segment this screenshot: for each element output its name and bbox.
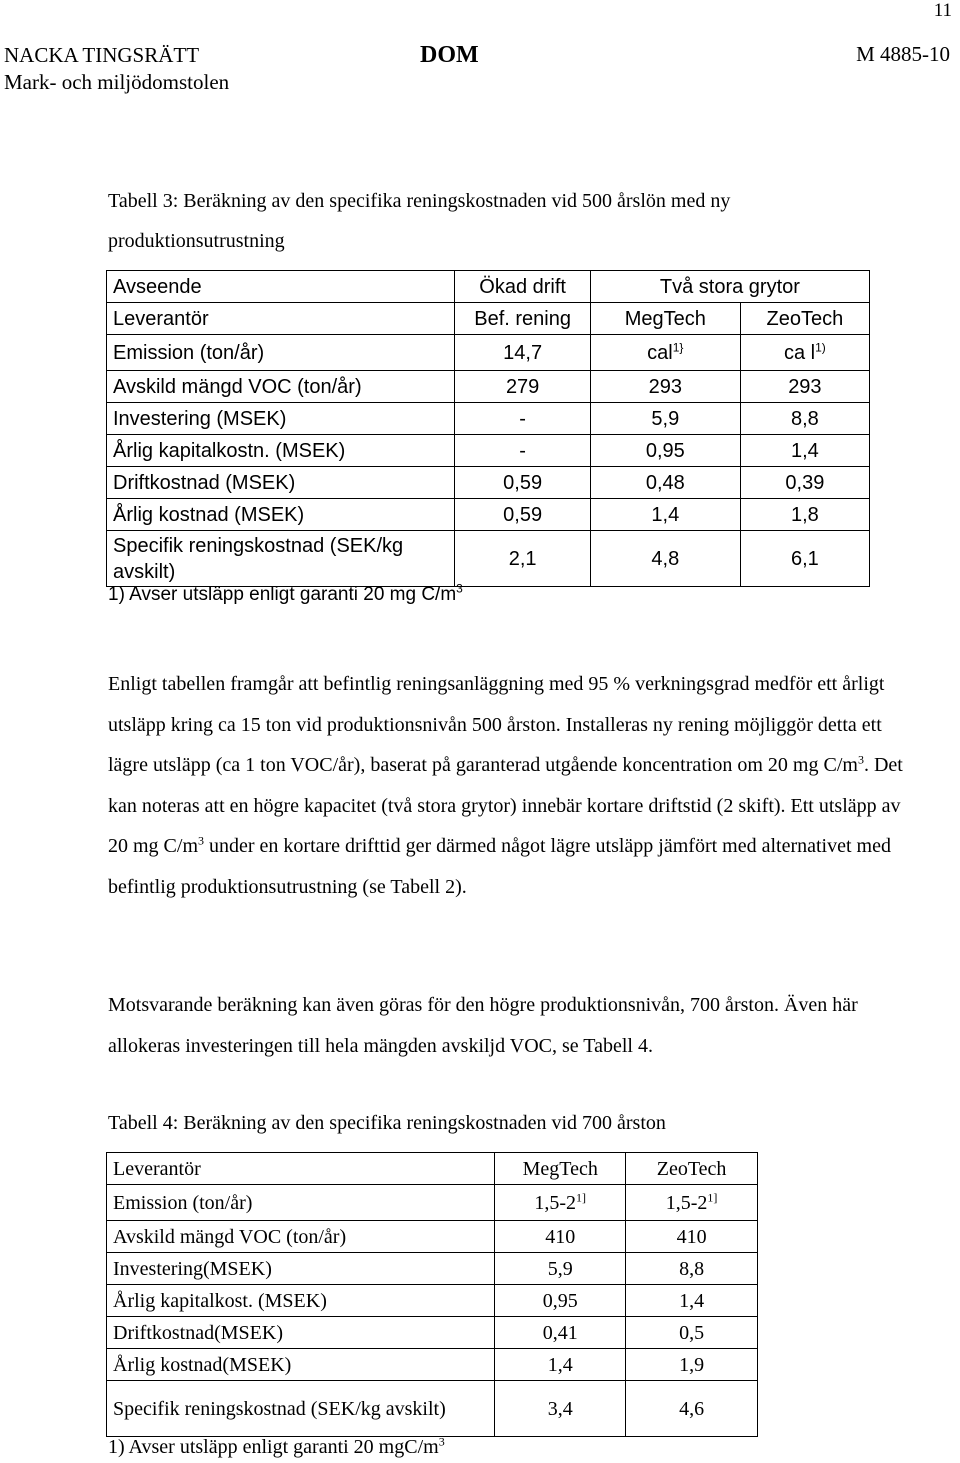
table-row bbox=[107, 1285, 758, 1317]
paragraph-text: under en kortare drifttid ger därmed något lägre utsläpp jämfört med alternativet med befintlig produktionsutrustning (se Tabell 2). bbox=[108, 835, 891, 898]
table-cell bbox=[590, 335, 740, 371]
table-cell: 0,59 bbox=[455, 499, 590, 531]
superscript: 3 bbox=[857, 752, 864, 767]
page-number: 11 bbox=[933, 0, 952, 21]
table-cell: 8,8 bbox=[626, 1253, 758, 1285]
table-cell: ZeoTech bbox=[626, 1153, 758, 1185]
table-cell: ZeoTech bbox=[740, 303, 869, 335]
table-row bbox=[107, 1317, 758, 1349]
table-cell: Ökad drift bbox=[455, 271, 590, 303]
paragraph-text: . Det kan noteras att en högre kapacitet (två stora grytor) innebär kortare driftstid (2 skift). Ett utsläpp av 20 mg C/m bbox=[108, 754, 903, 857]
table-cell: Årlig kostnad(MSEK) bbox=[107, 1349, 495, 1381]
table-cell: Emission (ton/år) bbox=[107, 1185, 495, 1221]
footnote-superscript: 3 bbox=[456, 581, 463, 596]
table-cell: Investering(MSEK) bbox=[107, 1253, 495, 1285]
table-cell: 293 bbox=[590, 371, 740, 403]
table-cell: MegTech bbox=[590, 303, 740, 335]
cell-text: ca l bbox=[783, 341, 816, 364]
table-cell: 410 bbox=[626, 1221, 758, 1253]
table-cell: 8,8 bbox=[740, 403, 869, 435]
table-row bbox=[107, 271, 870, 303]
table-cell bbox=[740, 335, 869, 371]
table-row bbox=[107, 335, 870, 371]
table-cell: 0,59 bbox=[455, 467, 590, 499]
table3-footnote bbox=[108, 581, 463, 606]
footnote-marker: 1] bbox=[576, 1189, 587, 1204]
paragraph-1 bbox=[108, 664, 908, 907]
table-cell: Årlig kapitalkostn. (MSEK) bbox=[107, 435, 455, 467]
paragraph-text: Enligt tabellen framgår att befintlig reningsanläggning med 95 % verkningsgrad medför ett årligt utsläpp kring ca 15 ton vid produktionsnivån 500 årston. Installeras ny rening möjliggör detta ett lägre utsläpp (ca 1 ton VOC/år), baserat på garanterad utgående koncentration om 20 mg C/m bbox=[108, 673, 885, 776]
table-row bbox=[107, 303, 870, 335]
table-row bbox=[107, 371, 870, 403]
table-row bbox=[107, 1221, 758, 1253]
table-cell: Avseende bbox=[107, 271, 455, 303]
table-row bbox=[107, 1185, 758, 1221]
table-row bbox=[107, 467, 870, 499]
table-cell: 1,4 bbox=[626, 1285, 758, 1317]
table4-footnote bbox=[108, 1436, 445, 1459]
table-row bbox=[107, 1381, 758, 1437]
table3-caption: Tabell 3: Beräkning av den specifika reningskostnaden vid 500 årslön med ny bbox=[108, 190, 731, 212]
paragraph-2: Motsvarande beräkning kan även göras för den högre produktionsnivån, 700 årston. Även här allokeras investeringen till hela mängden avskiljd VOC, se Tabell 4. bbox=[108, 994, 858, 1057]
cell-text: 1,5-2 bbox=[665, 1191, 708, 1214]
table-cell: 293 bbox=[740, 371, 869, 403]
table-row bbox=[107, 403, 870, 435]
table-row bbox=[107, 435, 870, 467]
table-cell: 0,95 bbox=[590, 435, 740, 467]
table-cell: Specifik reningskostnad (SEK/kg avskilt) bbox=[107, 531, 455, 587]
table-cell: Avskild mängd VOC (ton/år) bbox=[107, 1221, 495, 1253]
table3-caption-cont: produktionsutrustning bbox=[108, 230, 285, 252]
table-cell: MegTech bbox=[495, 1153, 626, 1185]
table-cell: 6,1 bbox=[740, 531, 869, 587]
table-cell: 1,4 bbox=[495, 1349, 626, 1381]
table-cell: Bef. rening bbox=[455, 303, 590, 335]
footnote-text: 1) Avser utsläpp enligt garanti 20 mg C/m bbox=[108, 584, 457, 605]
table-cell: Driftkostnad(MSEK) bbox=[107, 1317, 495, 1349]
table-cell: Specifik reningskostnad (SEK/kg avskilt) bbox=[107, 1381, 495, 1437]
table-4 bbox=[106, 1152, 758, 1437]
table-cell bbox=[626, 1185, 758, 1221]
table-cell: 3,4 bbox=[495, 1381, 626, 1437]
table-cell: 14,7 bbox=[455, 335, 590, 371]
table-cell: Investering (MSEK) bbox=[107, 403, 455, 435]
table-cell: 1,9 bbox=[626, 1349, 758, 1381]
court-subtitle: Mark- och miljödomstolen bbox=[4, 70, 230, 94]
table-cell: 5,9 bbox=[590, 403, 740, 435]
table-cell: 0,39 bbox=[740, 467, 869, 499]
table-cell: Avskild mängd VOC (ton/år) bbox=[107, 371, 455, 403]
table-3 bbox=[106, 270, 870, 587]
table-cell: 0,48 bbox=[590, 467, 740, 499]
table-cell: Leverantör bbox=[107, 303, 455, 335]
table-cell: 4,6 bbox=[626, 1381, 758, 1437]
table-cell: - bbox=[455, 435, 590, 467]
footnote-marker: 1} bbox=[672, 339, 684, 354]
table-cell: 279 bbox=[455, 371, 590, 403]
table-cell: 1,4 bbox=[740, 435, 869, 467]
footnote-marker: 1) bbox=[815, 339, 826, 354]
table4-caption: Tabell 4: Beräkning av den specifika reningskostnaden vid 700 årston bbox=[108, 1112, 666, 1134]
table-cell: 0,5 bbox=[626, 1317, 758, 1349]
cell-text: cal bbox=[647, 341, 673, 364]
table-cell: 4,8 bbox=[590, 531, 740, 587]
table-row bbox=[107, 1153, 758, 1185]
table-cell: - bbox=[455, 403, 590, 435]
case-number: M 4885-10 bbox=[856, 42, 950, 66]
table-row bbox=[107, 499, 870, 531]
table-cell: 1,4 bbox=[590, 499, 740, 531]
table-cell: Emission (ton/år) bbox=[107, 335, 455, 371]
table-cell: 2,1 bbox=[455, 531, 590, 587]
footnote-text: 1) Avser utsläpp enligt garanti 20 mgC/m bbox=[108, 1436, 439, 1458]
table-cell: Årlig kapitalkost. (MSEK) bbox=[107, 1285, 495, 1317]
court-title: NACKA TINGSRÄTT bbox=[4, 43, 200, 67]
table-cell bbox=[495, 1185, 626, 1221]
table-cell: 0,41 bbox=[495, 1317, 626, 1349]
footnote-marker: 1] bbox=[707, 1189, 718, 1204]
footnote-superscript: 3 bbox=[438, 1434, 445, 1449]
table-cell: Driftkostnad (MSEK) bbox=[107, 467, 455, 499]
court-name bbox=[4, 42, 229, 96]
table-cell: 0,95 bbox=[495, 1285, 626, 1317]
table-cell: 5,9 bbox=[495, 1253, 626, 1285]
table-row bbox=[107, 1349, 758, 1381]
document-type: DOM bbox=[420, 42, 479, 68]
table-cell: Årlig kostnad (MSEK) bbox=[107, 499, 455, 531]
superscript: 3 bbox=[198, 833, 205, 848]
table-row bbox=[107, 1253, 758, 1285]
table-cell: Två stora grytor bbox=[590, 271, 869, 303]
cell-text: 1,5-2 bbox=[534, 1191, 577, 1214]
table-cell: 1,8 bbox=[740, 499, 869, 531]
table-cell: 410 bbox=[495, 1221, 626, 1253]
table-cell: Leverantör bbox=[107, 1153, 495, 1185]
table-row bbox=[107, 531, 870, 587]
